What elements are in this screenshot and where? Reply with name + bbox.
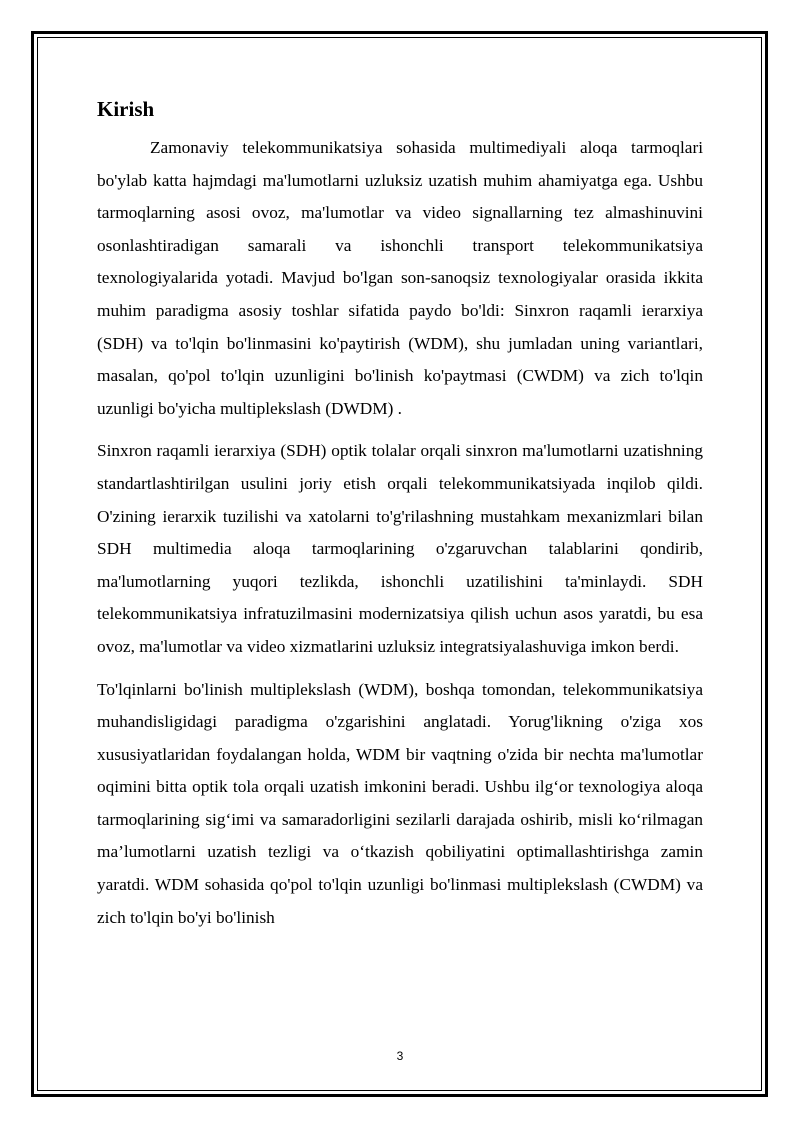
paragraph-wdm: To'lqinlarni bo'linish multiplekslash (WDM), boshqa tomondan, telekommunikatsiya muhandisligidagi paradigma o'zgarishini anglatadi. Yorug'likning o'ziga xos xususiyatlaridan foydalangan holda, WDM bir vaqtning o'zida bir nechta ma'lumotlar oqimini bitta optik tola orqali uzatish imkonini beradi. Ushbu ilg‘or texnologiya aloqa tarmoqlarining sig‘imi va samaradorligini sezilarli darajada oshirib, misli ko‘rilmagan ma’lumotlarni uzatish tezligi va o‘tkazish qobiliyatini optimallashtirishga zamin yaratdi. WDM sohasida qo'pol to'lqin uzunligi bo'linmasi multiplekslash (CWDM) va zich to'lqin bo'yi bo'linish bbox=[97, 679, 703, 927]
page-number: 3 bbox=[396, 1049, 404, 1063]
paragraph-intro: Zamonaviy telekommunikatsiya sohasida multimediyali aloqa tarmoqlari bo'ylab katta hajmdagi ma'lumotlarni uzluksiz uzatish muhim ahamiyatga ega. Ushbu tarmoqlarning asosi ovoz, ma'lumotlar va video signallarning tez almashinuvini osonlashtiradigan samarali va ishonchli transport telekommunikatsiya texnologiyalarida yotadi. Mavjud bo'lgan son-sanoqsiz texnologiyalar orasida ikkita muhim paradigma asosiy toshlar sifatida paydo bo'ldi: Sinxron raqamli ierarxiya (SDH) va to'lqin bo'linmasini ko'paytirish (WDM), shu jumladan uning variantlari, masalan, qo'pol to'lqin uzunligini bo'linish ko'paytmasi (CWDM) va zich to'lqin uzunligi bo'yicha multiplekslash (DWDM) . bbox=[97, 138, 703, 418]
paragraph-sdh: Sinxron raqamli ierarxiya (SDH) optik tolalar orqali sinxron ma'lumotlarni uzatishning standartlashtirilgan usulini joriy etish orqali telekommunikatsiyada inqilob qildi. O'zining ierarxik tuzilishi va xatolarni to'g'rilashning mustahkam mexanizmlari bilan SDH multimedia aloqa tarmoqlarining o'zgaruvchan talablarini qondirib, ma'lumotlarning yuqori tezlikda, ishonchli uzatilishini ta'minlaydi. SDH telekommunikatsiya infratuzilmasini modernizatsiya qilish uchun asos yaratdi, bu esa ovoz, ma'lumotlar va video xizmatlarini uzluksiz integratsiyalashuviga imkon berdi. bbox=[97, 441, 703, 656]
section-heading: Kirish bbox=[97, 97, 155, 121]
document-body bbox=[97, 92, 703, 944]
